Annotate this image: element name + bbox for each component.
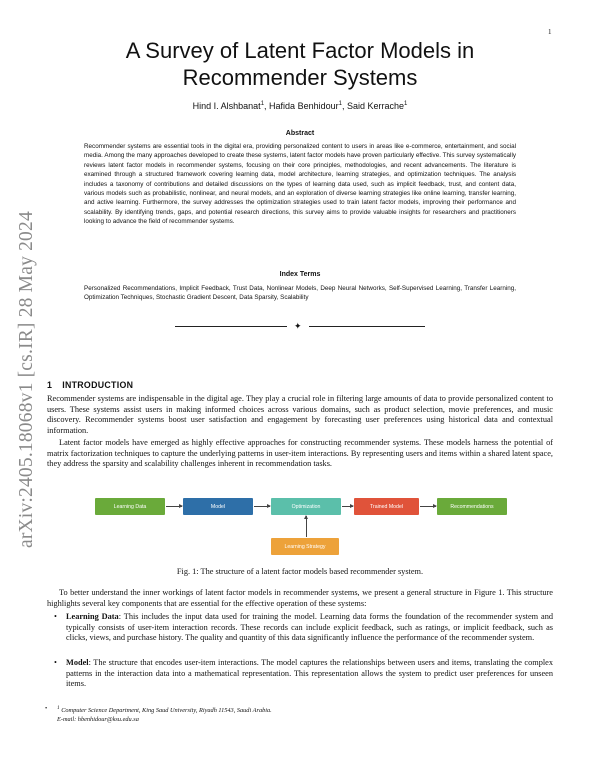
author-name: Said Kerrache (346, 101, 405, 111)
figure-caption: Fig. 1: The structure of a latent factor models based recommender system. (176, 567, 424, 576)
figure-diagram (95, 494, 515, 564)
intro-paragraph: Recommender systems are indispensable in the digital age. They play a crucial role in filtering large amounts of data to provide personalized content to users. These systems assist users in making informed choices across various domains, such as product selection, movie preferences, and music discovery. Recommender systems boost user satisfaction and engagement by forecasting user preferences using historical data and contextual information. (47, 394, 553, 435)
bullet-text: : The structure that encodes user-item interactions. The model captures the relationships between users and items, translating the complex patterns in the interaction data into a mathematical representation. This representation allows the system to predict user preferences for unseen items. (66, 658, 553, 689)
diagram-arrow (420, 506, 436, 507)
author-affiliation-mark: 1 (404, 101, 408, 107)
author-affiliation-mark: 1 (338, 101, 342, 107)
bullet-marker: • (54, 658, 57, 667)
diagram-box-optimization: Optimization (271, 498, 341, 515)
diagram-box-model: Model (183, 498, 253, 515)
abstract-heading: Abstract (285, 130, 315, 137)
author-affiliation-mark: 1 (260, 101, 265, 107)
list-item (54, 658, 553, 690)
body-paragraph-text: To better understand the inner workings of latent factor models in recommender systems, we present a general structure in Figure 1. This structure highlights several key components that are essential for the effective operation of these systems: (47, 588, 553, 608)
diagram-box-recommendations: Recommendations (437, 498, 507, 515)
index-terms-heading: Index Terms (279, 271, 321, 278)
diagram-box-learning-strategy: Learning Strategy (271, 538, 339, 555)
bullet-marker: • (54, 612, 57, 621)
body-paragraph (47, 588, 553, 609)
diagram-arrow (166, 506, 182, 507)
paper-title: A Survey of Latent Factor Models in Recommender Systems (125, 38, 475, 90)
page-number: 1 (548, 28, 552, 36)
footnote-bullet: • (45, 705, 48, 712)
diagram-box-learning-data: Learning Data (95, 498, 165, 515)
footnote-mark: 1 (57, 705, 60, 711)
diagram-arrow (342, 506, 353, 507)
diagram-arrow-vertical (306, 516, 307, 537)
section-number: 1 (47, 380, 53, 390)
author-name: Hafida Benhidour (269, 101, 339, 111)
footnote-affiliation: Computer Science Department, King Saud University, Riyadh 11543, Saudi Arabia. (61, 707, 272, 715)
footnote (45, 704, 553, 724)
arxiv-identifier: arXiv:2405.18068v1 [cs.IR] 28 May 2024 (16, 211, 37, 548)
separator-glyph: ✦ (294, 321, 302, 331)
index-terms-text: Personalized Recommendations, Implicit Feedback, Trust Data, Nonlinear Models, Deep Neural Networks, Self-Supervised Learning, Transfer Learning, Optimization Techniques, Stochastic Gradient Descent, Data Sparsity, Scalability (84, 285, 516, 302)
footnote-email: E-mail: hbenhidour@ksu.edu.sa (57, 716, 139, 724)
section-title: INTRODUCTION (62, 380, 134, 390)
section-heading (47, 380, 133, 390)
intro-paragraph-text: Latent factor models have emerged as highly effective approaches for constructing recommender systems. These models harness the potential of matrix factorization techniques to capture the underlying patterns in user-item interactions. By representing users and items within a shared latent space, they address the sparsity and scalability challenges inherent in recommendation tasks. (47, 438, 553, 469)
bullet-term: Model (66, 658, 89, 667)
abstract-text: Recommender systems are essential tools in the digital era, providing personalized content to users in areas like e-commerce, entertainment, and social media. Among the many approaches developed to create these systems, latent factor models have proven particularly effective. This survey systematically reviews latent factor models in recommender systems, focusing on their core principles, methodologies, and recent advancements. The literature is examined through a structured framework covering learning data, model architecture, learning strategies, and optimization techniques. The analysis includes a taxonomy of contributions and detailed discussions on the types of learning data used, such as implicit feedback, trust, and content data, various models such as probabilistic, nonlinear, and neural models, and an exploration of diverse learning strategies like online learning, transfer learning, and active learning. Furthermore, the survey addresses the optimization strategies used to train latent factor models, improving their performance and scalability. By identifying trends, gaps, and potential research directions, this survey aims to provide valuable insights for researchers and practitioners looking to advance the field of recommender systems. (84, 143, 516, 226)
diagram-box-trained-model: Trained Model (354, 498, 419, 515)
bullet-text: : This includes the input data used for training the model. Learning data forms the foundation of the recommender system and typically consists of user-item interaction records. These records can include explicit feedback, such as ratings, or implicit feedback, such as clicks, views, and purchase history. The quality and quantity of this data significantly influence the performance of the recommender system. (66, 612, 554, 643)
author-list: Hind I. Alshbanat$^1$, Hafida Benhidour$^1$, Said Kerrache$^1$ (192, 101, 408, 111)
bullet-term: Learning Data (66, 612, 119, 621)
author-name: Hind I. Alshbanat (192, 101, 261, 111)
intro-paragraph (47, 438, 553, 470)
list-item (54, 612, 554, 644)
section-separator (175, 321, 425, 331)
diagram-arrow (254, 506, 270, 507)
